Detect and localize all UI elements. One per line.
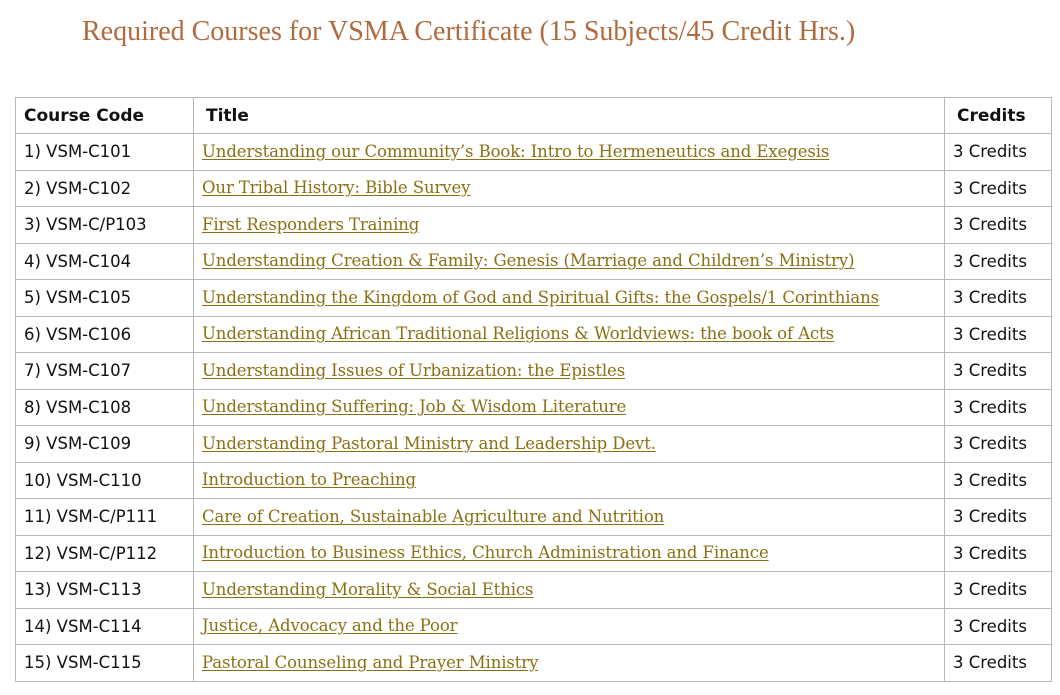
table-row <box>16 572 1052 609</box>
course-title-link[interactable]: Understanding Suffering: Job & Wisdom Literature <box>202 397 627 417</box>
course-title-link[interactable]: Justice, Advocacy and the Poor <box>202 616 458 636</box>
table-row <box>16 535 1052 572</box>
course-title-link[interactable]: Introduction to Business Ethics, Church Administration and Finance <box>202 543 769 563</box>
course-title-link[interactable]: Understanding Pastoral Ministry and Leadership Devt. <box>202 433 656 453</box>
table-row <box>16 243 1052 280</box>
table-row <box>16 499 1052 536</box>
course-code-cell: 15) VSM-C115 <box>16 645 194 682</box>
course-credits-cell: 3 Credits <box>945 645 1052 682</box>
course-title-cell <box>194 316 945 353</box>
table-row <box>16 134 1052 171</box>
course-title-link[interactable]: Understanding our Community’s Book: Intro to Hermeneutics and Exegesis <box>202 141 830 161</box>
course-title-link[interactable]: Pastoral Counseling and Prayer Ministry <box>202 652 539 672</box>
table-row <box>16 389 1052 426</box>
course-title-cell <box>194 645 945 682</box>
course-credits-cell: 3 Credits <box>945 280 1052 317</box>
table-row <box>16 170 1052 207</box>
course-code-cell: 12) VSM-C/P112 <box>16 535 194 572</box>
course-credits-cell: 3 Credits <box>945 608 1052 645</box>
course-code-cell: 13) VSM-C113 <box>16 572 194 609</box>
header-course-code: Course Code <box>16 98 194 134</box>
course-credits-cell: 3 Credits <box>945 316 1052 353</box>
course-code-cell: 11) VSM-C/P111 <box>16 499 194 536</box>
course-title-cell <box>194 353 945 390</box>
course-title-cell <box>194 389 945 426</box>
course-code-cell: 6) VSM-C106 <box>16 316 194 353</box>
table-row <box>16 207 1052 244</box>
course-credits-cell: 3 Credits <box>945 389 1052 426</box>
course-code-cell: 7) VSM-C107 <box>16 353 194 390</box>
course-credits-cell: 3 Credits <box>945 134 1052 171</box>
course-title-link[interactable]: Understanding the Kingdom of God and Spiritual Gifts: the Gospels/1 Corinthians <box>202 287 880 307</box>
course-title-cell <box>194 170 945 207</box>
course-credits-cell: 3 Credits <box>945 499 1052 536</box>
course-credits-cell: 3 Credits <box>945 170 1052 207</box>
table-row <box>16 353 1052 390</box>
course-code-cell: 5) VSM-C105 <box>16 280 194 317</box>
course-credits-cell: 3 Credits <box>945 353 1052 390</box>
course-code-cell: 2) VSM-C102 <box>16 170 194 207</box>
course-title-link[interactable]: Introduction to Preaching <box>202 470 416 490</box>
courses-table <box>15 97 1052 682</box>
course-title-cell <box>194 134 945 171</box>
table-row <box>16 426 1052 463</box>
course-title-cell <box>194 572 945 609</box>
table-header-row <box>16 98 1052 134</box>
course-title-link[interactable]: Understanding Issues of Urbanization: the Epistles <box>202 360 626 380</box>
course-code-cell: 14) VSM-C114 <box>16 608 194 645</box>
course-code-cell: 3) VSM-C/P103 <box>16 207 194 244</box>
course-credits-cell: 3 Credits <box>945 243 1052 280</box>
course-code-cell: 9) VSM-C109 <box>16 426 194 463</box>
course-title-link[interactable]: Understanding African Traditional Religions & Worldviews: the book of Acts <box>202 324 834 344</box>
course-code-cell: 10) VSM-C110 <box>16 462 194 499</box>
course-title-cell <box>194 608 945 645</box>
course-credits-cell: 3 Credits <box>945 207 1052 244</box>
table-row <box>16 608 1052 645</box>
table-row <box>16 645 1052 682</box>
course-title-cell <box>194 535 945 572</box>
course-code-cell: 8) VSM-C108 <box>16 389 194 426</box>
course-title-cell <box>194 243 945 280</box>
table-row <box>16 316 1052 353</box>
course-credits-cell: 3 Credits <box>945 572 1052 609</box>
page-title: Required Courses for VSMA Certificate (15 Subjects/45 Credit Hrs.) <box>82 16 856 47</box>
course-credits-cell: 3 Credits <box>945 462 1052 499</box>
course-title-cell <box>194 499 945 536</box>
course-credits-cell: 3 Credits <box>945 535 1052 572</box>
header-title: Title <box>194 98 945 134</box>
course-title-cell <box>194 280 945 317</box>
course-code-cell: 4) VSM-C104 <box>16 243 194 280</box>
course-code-cell: 1) VSM-C101 <box>16 134 194 171</box>
course-title-cell <box>194 426 945 463</box>
course-title-link[interactable]: First Responders Training <box>202 214 420 234</box>
course-title-link[interactable]: Our Tribal History: Bible Survey <box>202 178 471 198</box>
course-title-cell <box>194 462 945 499</box>
course-title-link[interactable]: Care of Creation, Sustainable Agriculture and Nutrition <box>202 506 665 526</box>
course-title-cell <box>194 207 945 244</box>
course-credits-cell: 3 Credits <box>945 426 1052 463</box>
course-title-link[interactable]: Understanding Creation & Family: Genesis (Marriage and Children’s Ministry) <box>202 251 855 271</box>
table-row <box>16 280 1052 317</box>
table-row <box>16 462 1052 499</box>
course-title-link[interactable]: Understanding Morality & Social Ethics <box>202 579 534 599</box>
header-credits: Credits <box>945 98 1052 134</box>
